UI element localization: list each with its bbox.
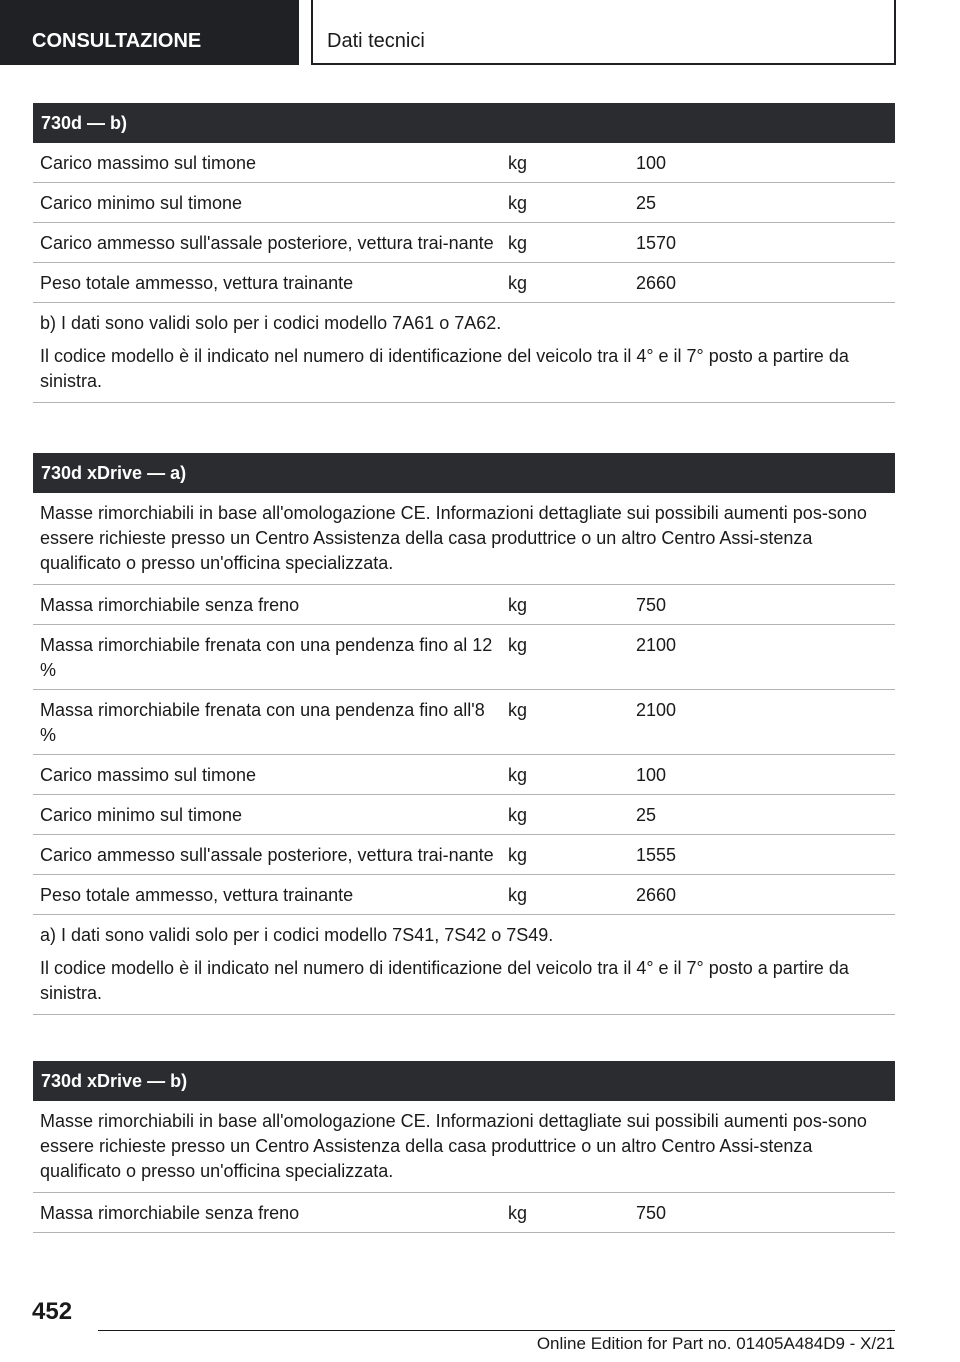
table-intro: Masse rimorchiabili in base all'omologazione CE. Informazioni dettagliate sui possibili aumenti pos-sono essere richieste presso un Centro Assistenza della casa produttrice o un altro Centro Assi-stenza qualificato o presso un'officina specializzata.	[33, 1101, 895, 1193]
table-title: 730d xDrive — b)	[33, 1061, 895, 1101]
table-row	[33, 263, 895, 303]
table-row	[33, 625, 895, 690]
table-intro: Masse rimorchiabili in base all'omologazione CE. Informazioni dettagliate sui possibili aumenti pos-sono essere richieste presso un Centro Assistenza della casa produttrice o un altro Centro Assi-stenza qualificato o presso un'officina specializzata.	[33, 493, 895, 585]
row-value: 2660	[636, 885, 677, 905]
row-label: Carico massimo sul timone	[40, 765, 257, 785]
row-label: Massa rimorchiabile frenata con una pendenza fino al 12 %	[40, 635, 493, 680]
table-row	[33, 585, 895, 625]
row-label: Carico minimo sul timone	[40, 805, 243, 825]
row-unit: kg	[508, 595, 528, 615]
row-label: Peso totale ammesso, vettura trainante	[40, 273, 354, 293]
row-value: 1570	[636, 233, 677, 253]
row-value: 1555	[636, 845, 677, 865]
row-value: 2660	[636, 273, 677, 293]
row-unit: kg	[508, 700, 528, 720]
table-title: 730d — b)	[33, 103, 895, 143]
table-row	[33, 690, 895, 755]
table-row	[33, 755, 895, 795]
row-unit: kg	[508, 845, 528, 865]
chapter-tab	[0, 0, 299, 65]
table-footnote	[33, 915, 895, 1015]
footnote-line: a) I dati sono validi solo per i codici modello 7S41, 7S42 o 7S49.	[40, 925, 554, 945]
row-value: 100	[636, 765, 667, 785]
footnote-line: b) I dati sono validi solo per i codici modello 7A61 o 7A62.	[40, 313, 502, 333]
row-unit: kg	[508, 1203, 528, 1223]
table-row	[33, 143, 895, 183]
row-unit: kg	[508, 635, 528, 655]
row-label: Peso totale ammesso, vettura trainante	[40, 885, 354, 905]
row-label: Carico ammesso sull'assale posteriore, vettura trai-nante	[40, 233, 494, 253]
row-label: Carico massimo sul timone	[40, 153, 257, 173]
row-value: 25	[636, 193, 657, 213]
section-title: Dati tecnici	[327, 30, 425, 52]
table-row	[33, 835, 895, 875]
row-unit: kg	[508, 193, 528, 213]
row-label: Massa rimorchiabile frenata con una pendenza fino all'8 %	[40, 700, 485, 745]
row-value: 750	[636, 1203, 667, 1223]
table-row	[33, 223, 895, 263]
row-value: 2100	[636, 700, 677, 720]
chapter-title: CONSULTAZIONE	[32, 30, 202, 52]
row-unit: kg	[508, 273, 528, 293]
footnote-line: Il codice modello è il indicato nel numero di identificazione del veicolo tra il 4° e il 7° posto a partire da sinistra.	[40, 958, 849, 1003]
section-header	[311, 0, 896, 65]
table-row	[33, 1193, 895, 1233]
row-label: Carico minimo sul timone	[40, 193, 243, 213]
spec-table-730d-xdrive-b	[33, 1061, 895, 1233]
row-value: 750	[636, 595, 667, 615]
row-unit: kg	[508, 153, 528, 173]
row-value: 25	[636, 805, 657, 825]
table-title: 730d xDrive — a)	[33, 453, 895, 493]
table-footnote	[33, 303, 895, 403]
row-unit: kg	[508, 765, 528, 785]
footer-divider	[98, 1330, 895, 1331]
spec-table-730d-b	[33, 103, 895, 403]
row-value: 2100	[636, 635, 677, 655]
row-label: Massa rimorchiabile senza freno	[40, 595, 300, 615]
row-unit: kg	[508, 233, 528, 253]
row-value: 100	[636, 153, 667, 173]
row-label: Massa rimorchiabile senza freno	[40, 1203, 300, 1223]
table-row	[33, 183, 895, 223]
table-row	[33, 875, 895, 915]
footnote-line: Il codice modello è il indicato nel numero di identificazione del veicolo tra il 4° e il 7° posto a partire da sinistra.	[40, 346, 849, 391]
page-number: 452	[32, 1298, 73, 1325]
table-row	[33, 795, 895, 835]
edition-text: Online Edition for Part no. 01405A484D9 - X/21	[536, 1334, 895, 1353]
row-label: Carico ammesso sull'assale posteriore, vettura trai-nante	[40, 845, 494, 865]
row-unit: kg	[508, 885, 528, 905]
row-unit: kg	[508, 805, 528, 825]
spec-table-730d-xdrive-a	[33, 453, 895, 1015]
